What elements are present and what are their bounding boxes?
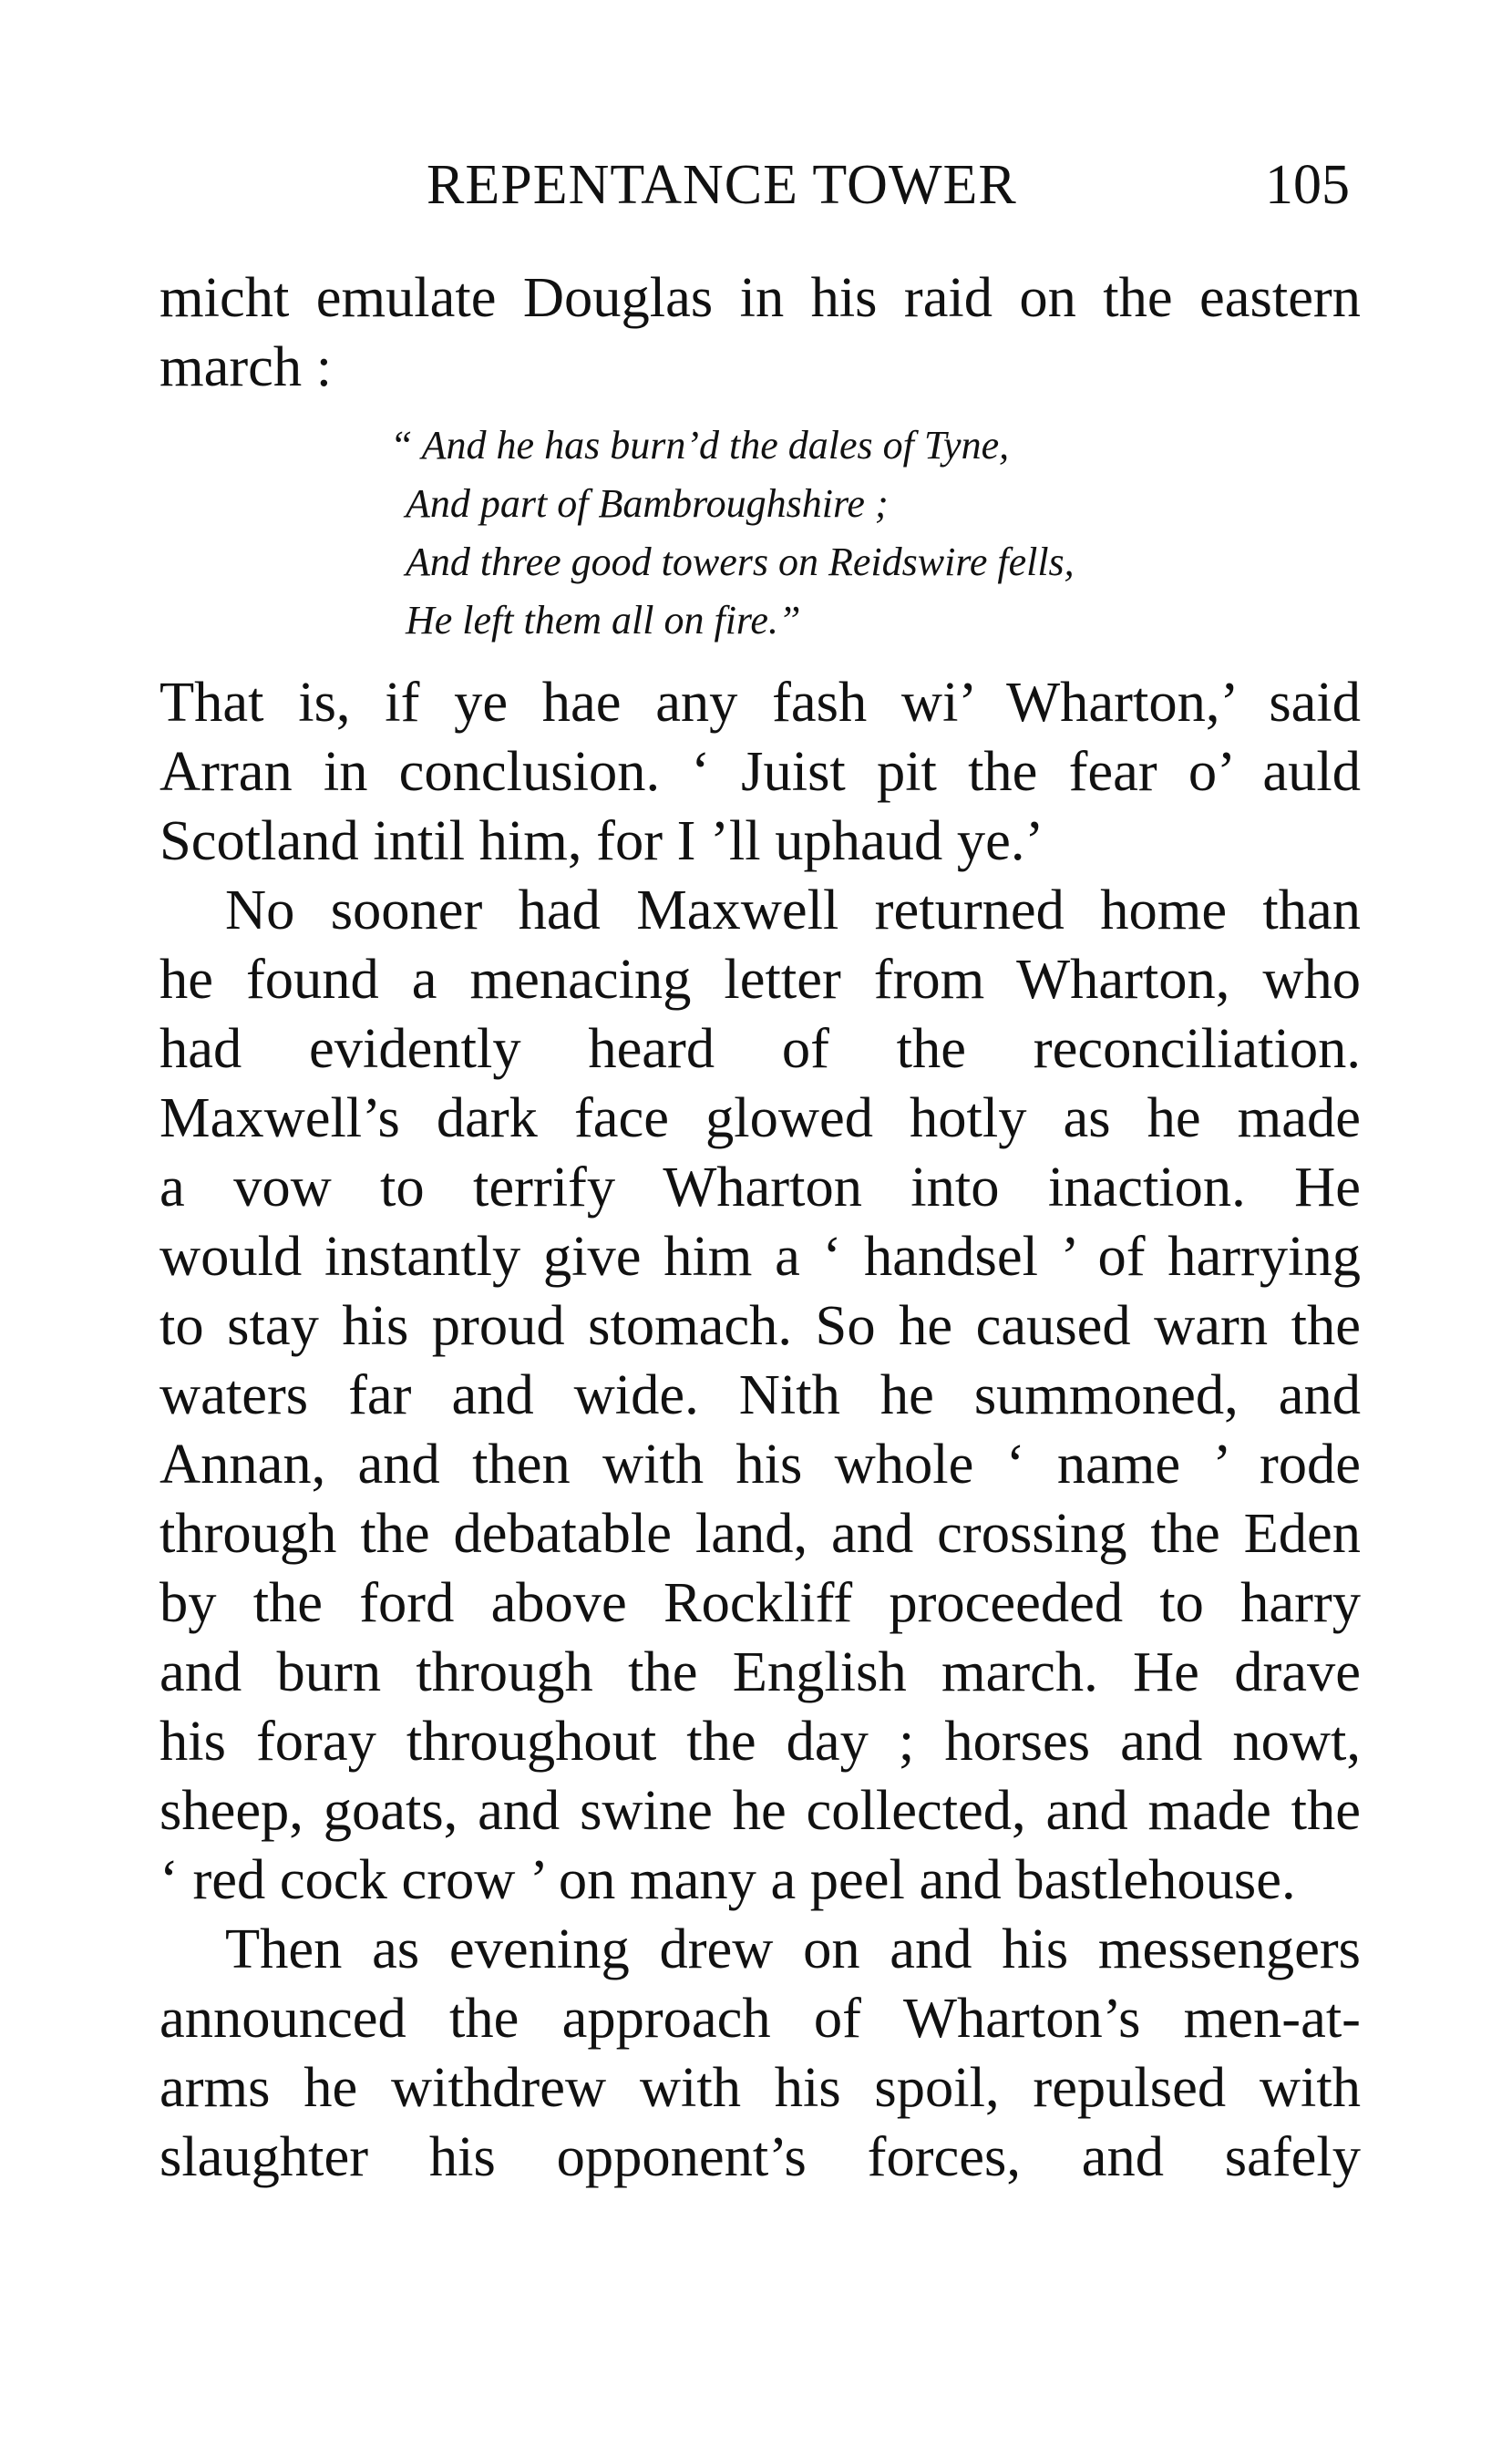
text-line: Scotland intil him, for I ’ll uphaud ye.’ [159, 808, 1044, 872]
text-line: sheep, goats, and swine he collected, and made the [159, 1778, 1361, 1842]
text-line: Maxwell’s dark face glowed hotly as he made [159, 1085, 1361, 1149]
text-line: by the ford above Rockliff proceeded to harry [159, 1570, 1361, 1634]
text-line: That is, if ye hae any fash wi’ Wharton,’ said [159, 670, 1361, 734]
page-number: 105 [1265, 154, 1350, 216]
text-line: No sooner had Maxwell returned home than [225, 878, 1361, 941]
verse-line: “ And he has burn’d the dales of Tyne, [390, 423, 1010, 468]
text-line: ‘ red cock crow ’ on many a peel and bastlehouse. [159, 1847, 1296, 1911]
text-line: micht emulate Douglas in his raid on the eastern [159, 265, 1361, 329]
text-line: Arran in conclusion. ‘ Juist pit the fear o’ auld [159, 739, 1361, 803]
verse-line: And part of Bambroughshire ; [406, 481, 889, 526]
text-line: march : [159, 334, 333, 398]
text-line: through the debatable land, and crossing the Eden [159, 1501, 1361, 1565]
text-line: had evidently heard of the reconciliation. [159, 1016, 1361, 1080]
intro-paragraph [159, 262, 1361, 401]
text-line: arms he withdrew with his spoil, repulsed with [159, 2055, 1361, 2119]
text-line: announced the approach of Wharton’s men-at- [159, 1986, 1361, 2050]
text-line: to stay his proud stomach. So he caused warn the [159, 1293, 1361, 1357]
verse-line: He left them all on fire.” [406, 598, 801, 643]
text-line: Annan, and then with his whole ‘ name ’ rode [159, 1432, 1361, 1496]
running-title: REPENTANCE TOWER [427, 154, 1017, 216]
text-line: would instantly give him a ‘ handsel ’ of harrying [159, 1224, 1361, 1288]
text-line: a vow to terrify Wharton into inaction. He [159, 1155, 1361, 1218]
text-line: he found a menacing letter from Wharton, who [159, 947, 1361, 1011]
text-line: Then as evening drew on and his messengers [225, 1917, 1361, 1980]
text-line: his foray throughout the day ; horses and nowt, [159, 1709, 1361, 1773]
text-line: and burn through the English march. He drave [159, 1640, 1361, 1703]
main-text [159, 667, 1361, 2191]
text-line: waters far and wide. Nith he summoned, and [159, 1362, 1361, 1426]
verse-line: And three good towers on Reidswire fells, [406, 540, 1075, 584]
text-line: slaughter his opponent’s forces, and safely [159, 2124, 1361, 2188]
